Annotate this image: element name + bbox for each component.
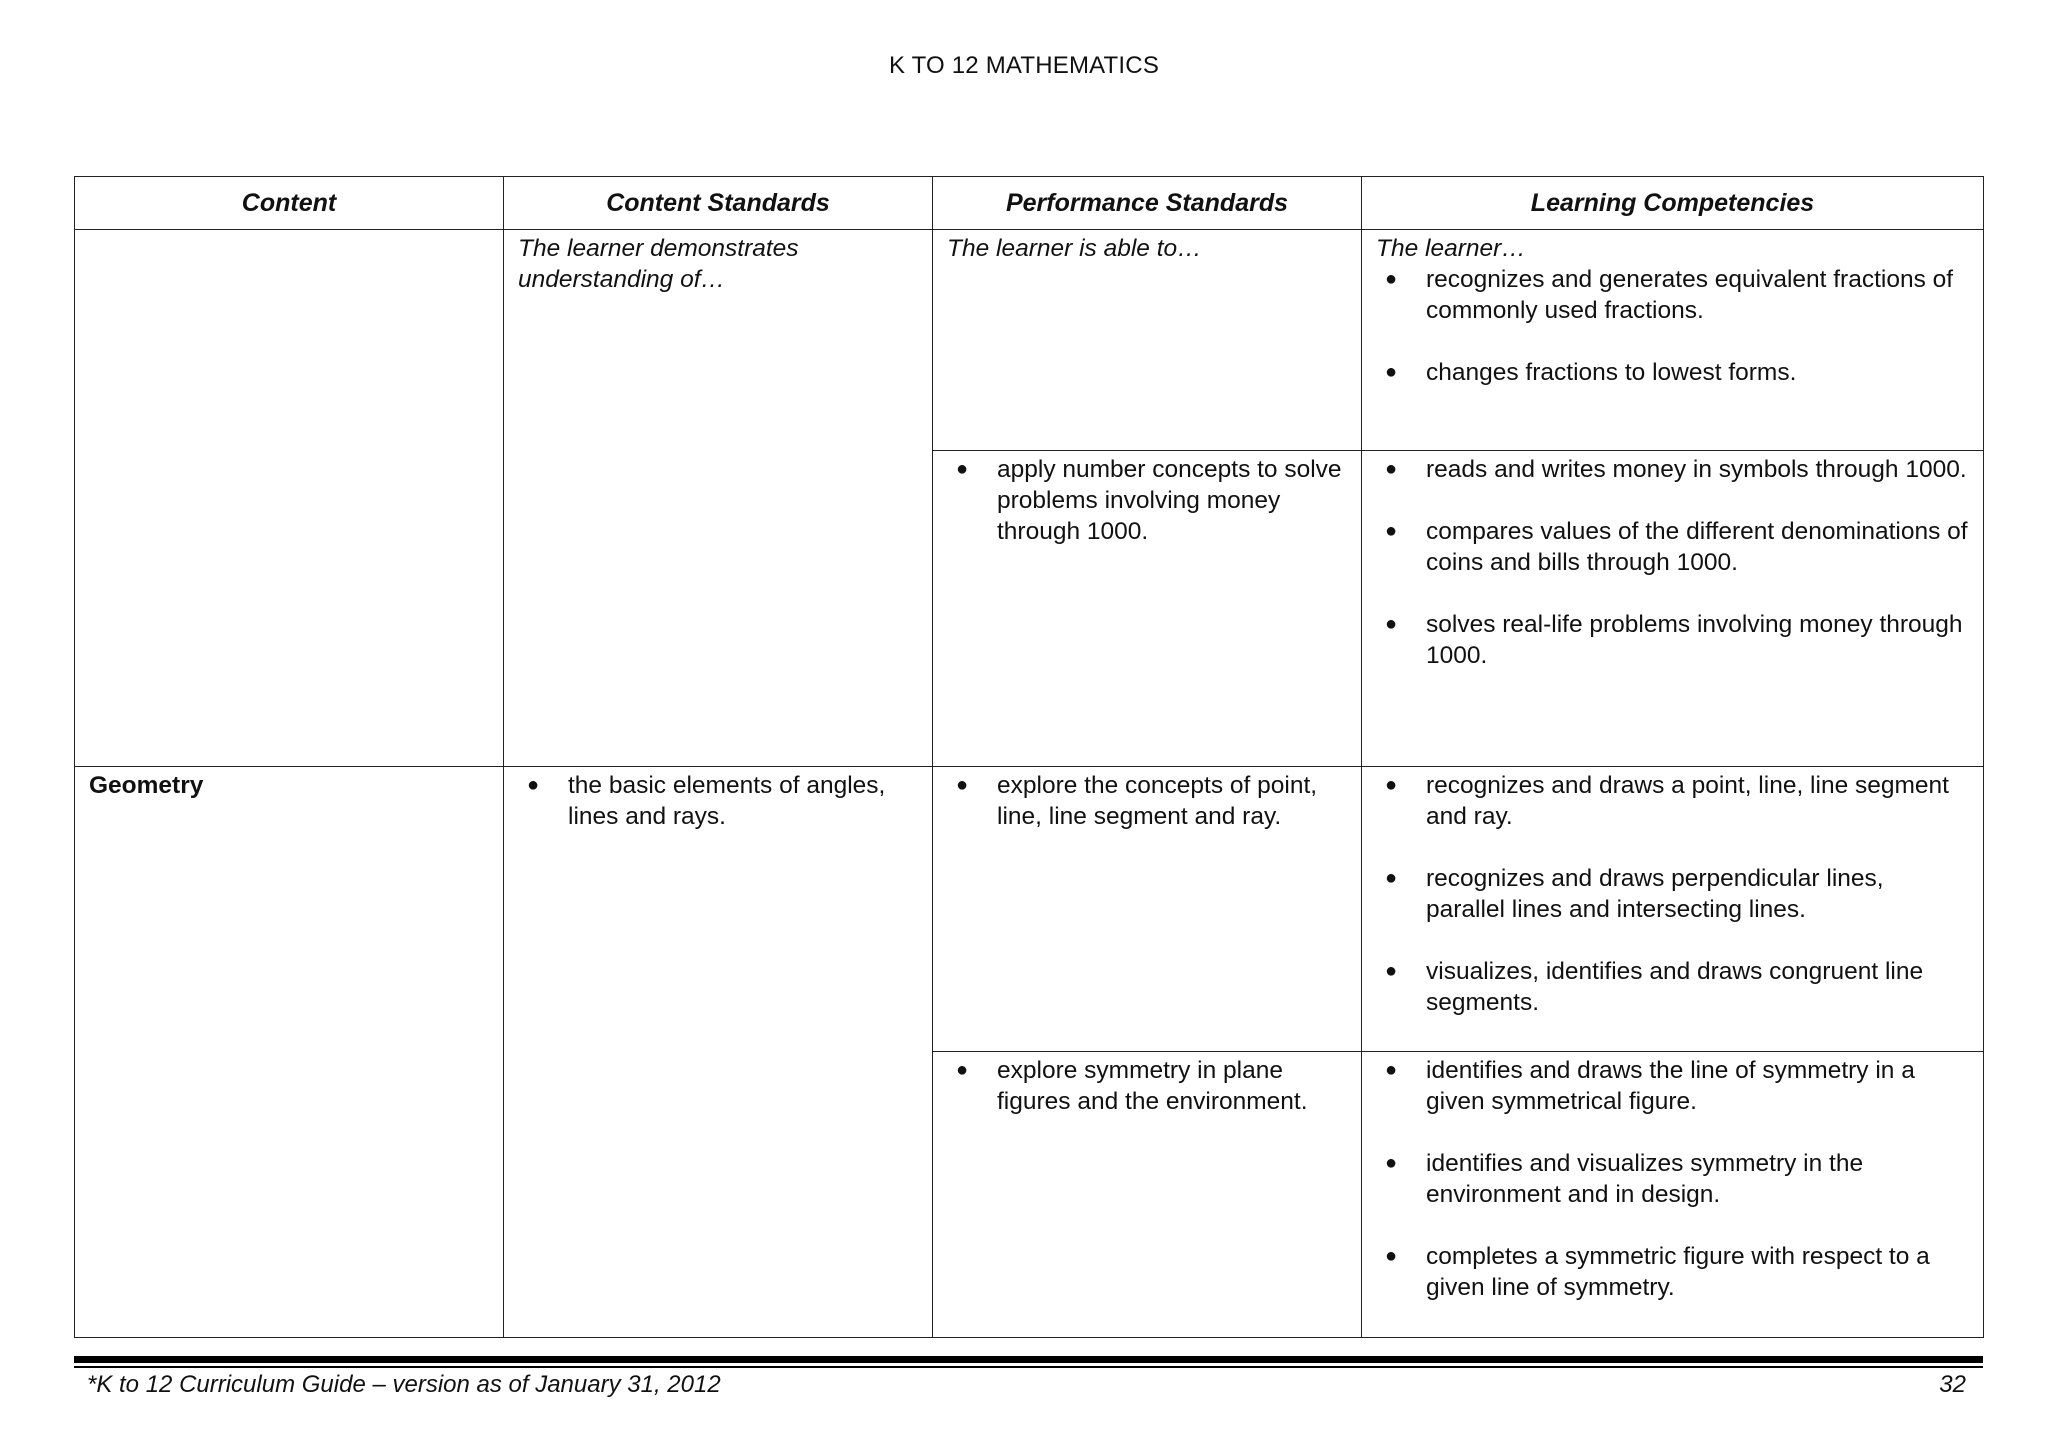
performance-list — [947, 1055, 1347, 1117]
page-number: 32 — [1939, 1371, 1966, 1398]
performance-standards-cell — [933, 1052, 1362, 1338]
bullet-icon: ● — [956, 458, 969, 480]
competency-text: recognizes and draws a point, line, line segment and ray. — [1426, 772, 1949, 830]
header-learning-competencies: Learning Competencies — [1362, 177, 1984, 230]
list-item — [947, 1055, 1347, 1117]
list-item — [1376, 264, 1969, 326]
competencies-intro: The learner… — [1376, 235, 1526, 262]
content-standards-cell — [504, 230, 933, 767]
competency-list — [1376, 454, 1969, 671]
performance-text: explore symmetry in plane figures and the environment. — [997, 1057, 1308, 1115]
header-content-standards: Content Standards — [504, 177, 933, 230]
bullet-icon: ● — [1385, 268, 1398, 290]
competency-text: visualizes, identifies and draws congruent line segments. — [1426, 958, 1924, 1016]
bullet-icon: ● — [1385, 1152, 1398, 1174]
competency-text: changes fractions to lowest forms. — [1426, 359, 1797, 386]
bullet-icon: ● — [1385, 867, 1398, 889]
competency-text: completes a symmetric figure with respect to a given line of symmetry. — [1426, 1243, 1930, 1301]
page-header: K TO 12 MATHEMATICS — [888, 52, 1160, 79]
list-item — [1376, 454, 1969, 485]
competency-text: identifies and draws the line of symmetry in a given symmetrical figure. — [1426, 1057, 1915, 1115]
list-item — [1376, 956, 1969, 1018]
footer-version-note: *K to 12 Curriculum Guide – version as of January 31, 2012 — [87, 1371, 721, 1398]
list-item — [947, 454, 1347, 547]
performance-text: explore the concepts of point, line, line segment and ray. — [997, 772, 1318, 830]
competency-text: reads and writes money in symbols through 1000. — [1426, 456, 1967, 483]
list-item — [1376, 357, 1969, 388]
list-item — [518, 770, 918, 832]
competency-text: compares values of the different denominations of coins and bills through 1000. — [1426, 518, 1968, 576]
bullet-icon: ● — [956, 1059, 969, 1081]
bullet-icon: ● — [1385, 613, 1398, 635]
performance-list — [947, 454, 1347, 547]
competency-list — [1376, 770, 1969, 1018]
content-standards-intro: The learner demonstrates understanding of… — [518, 235, 799, 293]
performance-standards-cell — [933, 451, 1362, 767]
competency-text: solves real-life problems involving money through 1000. — [1426, 611, 1963, 669]
table-header-row — [75, 177, 1984, 230]
bullet-icon: ● — [527, 774, 540, 796]
performance-intro: The learner is able to… — [947, 235, 1202, 262]
competency-list — [1376, 264, 1969, 388]
learning-competencies-cell — [1362, 1052, 1984, 1338]
content-label-geometry: Geometry — [89, 772, 204, 799]
list-item — [1376, 1241, 1969, 1303]
curriculum-table — [74, 176, 1984, 1338]
bullet-icon: ● — [1385, 774, 1398, 796]
competency-text: recognizes and draws perpendicular lines, parallel lines and intersecting lines. — [1426, 865, 1884, 923]
header-performance-standards: Performance Standards — [933, 177, 1362, 230]
learning-competencies-cell — [1362, 451, 1984, 767]
performance-list — [947, 770, 1347, 832]
performance-text: apply number concepts to solve problems involving money through 1000. — [997, 456, 1342, 545]
list-item — [1376, 609, 1969, 671]
competency-list — [1376, 1055, 1969, 1303]
performance-standards-cell — [933, 767, 1362, 1052]
content-cell-empty — [75, 230, 504, 767]
bullet-icon: ● — [1385, 520, 1398, 542]
header-content: Content — [75, 177, 504, 230]
performance-standards-cell — [933, 230, 1362, 451]
learning-competencies-cell — [1362, 767, 1984, 1052]
bullet-icon: ● — [1385, 1059, 1398, 1081]
bullet-icon: ● — [1385, 1245, 1398, 1267]
learning-competencies-cell — [1362, 230, 1984, 451]
table-row — [75, 230, 1984, 451]
content-standard-list — [518, 770, 918, 832]
competency-text: identifies and visualizes symmetry in the environment and in design. — [1426, 1150, 1864, 1208]
footer-divider-thick — [74, 1356, 1983, 1363]
content-standards-cell — [504, 767, 933, 1338]
bullet-icon: ● — [1385, 361, 1398, 383]
competency-text: recognizes and generates equivalent fractions of commonly used fractions. — [1426, 266, 1954, 324]
content-standard-text: the basic elements of angles, lines and rays. — [568, 772, 886, 830]
list-item — [947, 770, 1347, 832]
bullet-icon: ● — [956, 774, 969, 796]
list-item — [1376, 770, 1969, 832]
list-item — [1376, 516, 1969, 578]
content-cell — [75, 767, 504, 1338]
bullet-icon: ● — [1385, 458, 1398, 480]
bullet-icon: ● — [1385, 960, 1398, 982]
table-row — [75, 767, 1984, 1052]
list-item — [1376, 863, 1969, 925]
list-item — [1376, 1055, 1969, 1117]
list-item — [1376, 1148, 1969, 1210]
